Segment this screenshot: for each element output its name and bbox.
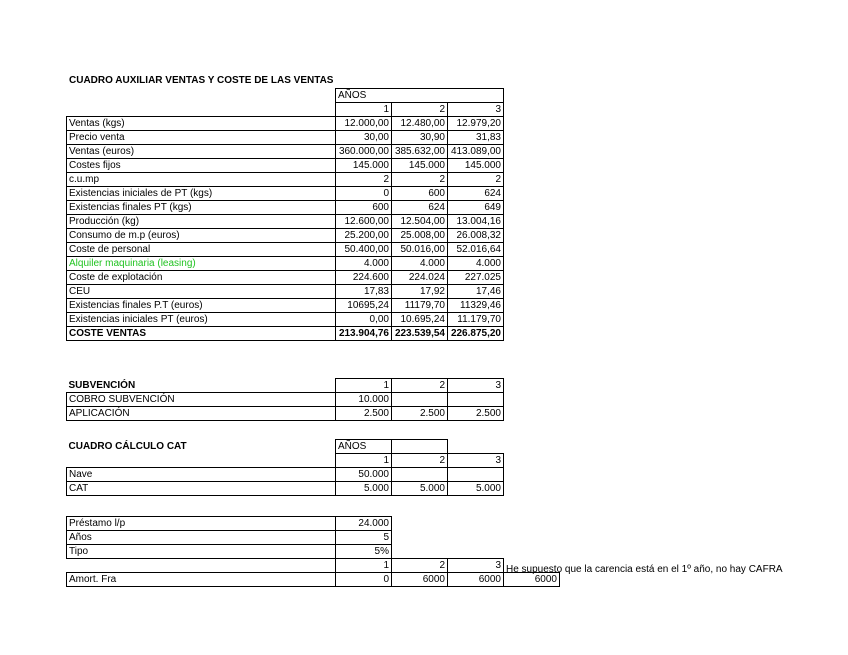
row-label[interactable]: Alquiler maquinaria (leasing) bbox=[67, 257, 336, 271]
value-cell[interactable] bbox=[392, 468, 448, 482]
value-cell[interactable]: 2 bbox=[392, 173, 448, 187]
value-cell[interactable]: 413.089,00 bbox=[448, 145, 504, 159]
table-row bbox=[67, 393, 504, 407]
value-cell[interactable]: 13.004,16 bbox=[448, 215, 504, 229]
value-cell[interactable]: 145.000 bbox=[392, 159, 448, 173]
value-cell[interactable]: 4.000 bbox=[448, 257, 504, 271]
row-label[interactable]: Amort. Fra bbox=[67, 573, 336, 587]
value-cell[interactable]: 226.875,20 bbox=[448, 327, 504, 341]
value-cell[interactable]: 11.179,70 bbox=[448, 313, 504, 327]
value-cell[interactable]: 24.000 bbox=[336, 517, 392, 531]
row-label[interactable]: Coste de personal bbox=[67, 243, 336, 257]
table-row bbox=[67, 313, 504, 327]
carencia-note[interactable]: He supuesto que la carencia está en el 1º año, no hay CAFRA bbox=[506, 564, 783, 575]
year-cell[interactable]: 3 bbox=[448, 559, 504, 573]
row-label[interactable]: COSTE VENTAS bbox=[67, 327, 336, 341]
table-row bbox=[67, 117, 504, 131]
value-cell[interactable]: 17,92 bbox=[392, 285, 448, 299]
prestamo-year-row bbox=[67, 559, 560, 573]
cat-title: CUADRO CÁLCULO CAT bbox=[68, 441, 187, 452]
table-row bbox=[67, 131, 504, 145]
row-label[interactable]: Costes fijos bbox=[67, 159, 336, 173]
value-cell[interactable]: 5.000 bbox=[448, 482, 504, 496]
table-row bbox=[67, 145, 504, 159]
row-label[interactable]: Nave bbox=[67, 468, 336, 482]
row-label[interactable]: CAT bbox=[67, 482, 336, 496]
value-cell[interactable]: 0,00 bbox=[336, 313, 392, 327]
row-label[interactable]: Consumo de m.p (euros) bbox=[67, 229, 336, 243]
row-label[interactable]: CEU bbox=[67, 285, 336, 299]
row-label[interactable]: Coste de explotación bbox=[67, 271, 336, 285]
value-cell[interactable]: 11179,70 bbox=[392, 299, 448, 313]
table-row bbox=[67, 201, 504, 215]
value-cell[interactable]: 145.000 bbox=[448, 159, 504, 173]
row-label[interactable]: APLICACIÓN bbox=[67, 407, 336, 421]
value-cell[interactable]: 12.600,00 bbox=[336, 215, 392, 229]
row-label[interactable]: Préstamo l/p bbox=[67, 517, 336, 531]
table-row bbox=[67, 257, 504, 271]
value-cell[interactable]: 12.504,00 bbox=[392, 215, 448, 229]
year-cell[interactable]: 2 bbox=[392, 379, 448, 393]
value-cell[interactable]: 26.008,32 bbox=[448, 229, 504, 243]
row-label[interactable]: Existencias iniciales de PT (kgs) bbox=[67, 187, 336, 201]
table-row-total bbox=[67, 327, 504, 341]
table-row bbox=[67, 573, 560, 587]
value-cell[interactable]: 50.016,00 bbox=[392, 243, 448, 257]
value-cell[interactable]: 50.000 bbox=[336, 468, 392, 482]
value-cell[interactable]: 10.695,24 bbox=[392, 313, 448, 327]
year-cell[interactable]: 1 bbox=[336, 379, 392, 393]
year-cell[interactable]: 3 bbox=[448, 103, 504, 117]
value-cell[interactable]: 6000 bbox=[504, 573, 560, 587]
value-cell[interactable]: 30,00 bbox=[336, 131, 392, 145]
table-row bbox=[67, 215, 504, 229]
value-cell[interactable]: 213.904,76 bbox=[336, 327, 392, 341]
value-cell[interactable]: 5.000 bbox=[392, 482, 448, 496]
value-cell[interactable] bbox=[448, 393, 504, 407]
value-cell[interactable]: 12.000,00 bbox=[336, 117, 392, 131]
value-cell[interactable]: 17,46 bbox=[448, 285, 504, 299]
value-cell[interactable]: 224.024 bbox=[392, 271, 448, 285]
year-cell[interactable]: 2 bbox=[392, 454, 448, 468]
value-cell[interactable]: 2.500 bbox=[448, 407, 504, 421]
year-cell[interactable]: 2 bbox=[392, 103, 448, 117]
year-cell[interactable]: 3 bbox=[448, 454, 504, 468]
cat-table bbox=[66, 439, 504, 496]
value-cell[interactable]: 10695,24 bbox=[336, 299, 392, 313]
value-cell[interactable] bbox=[392, 393, 448, 407]
prestamo-table bbox=[66, 516, 560, 587]
value-cell[interactable]: 5% bbox=[336, 545, 392, 559]
value-cell[interactable]: 227.025 bbox=[448, 271, 504, 285]
table-row bbox=[67, 243, 504, 257]
table-row bbox=[67, 407, 504, 421]
table-row bbox=[67, 187, 504, 201]
table-row bbox=[67, 271, 504, 285]
value-cell[interactable]: 649 bbox=[448, 201, 504, 215]
value-cell[interactable]: 17,83 bbox=[336, 285, 392, 299]
value-cell[interactable]: 2.500 bbox=[336, 407, 392, 421]
value-cell[interactable]: 2.500 bbox=[392, 407, 448, 421]
year-cell[interactable]: 3 bbox=[448, 379, 504, 393]
table-row bbox=[67, 482, 504, 496]
row-label[interactable]: Precio venta bbox=[67, 131, 336, 145]
row-label[interactable]: Tipo bbox=[67, 545, 336, 559]
value-cell[interactable]: 30,90 bbox=[392, 131, 448, 145]
value-cell[interactable]: 10.000 bbox=[336, 393, 392, 407]
value-cell[interactable]: 4.000 bbox=[336, 257, 392, 271]
value-cell[interactable]: 4.000 bbox=[392, 257, 448, 271]
value-cell[interactable]: 385.632,00 bbox=[392, 145, 448, 159]
value-cell[interactable]: 624 bbox=[392, 201, 448, 215]
row-label[interactable]: Ventas (kgs) bbox=[67, 117, 336, 131]
table-row bbox=[67, 531, 560, 545]
year-cell[interactable]: 1 bbox=[336, 559, 392, 573]
value-cell[interactable]: 360.000,00 bbox=[336, 145, 392, 159]
row-label[interactable]: Años bbox=[67, 531, 336, 545]
value-cell[interactable]: 11329,46 bbox=[448, 299, 504, 313]
cat-anos-row bbox=[67, 440, 504, 454]
value-cell[interactable]: 6000 bbox=[392, 573, 448, 587]
value-cell[interactable]: 5 bbox=[336, 531, 392, 545]
year-cell[interactable]: 2 bbox=[392, 559, 448, 573]
table-row bbox=[67, 229, 504, 243]
row-label[interactable]: COBRO SUBVENCIÓN bbox=[67, 393, 336, 407]
anos-header: AÑOS bbox=[336, 440, 392, 454]
value-cell[interactable]: 31,83 bbox=[448, 131, 504, 145]
table-row bbox=[67, 299, 504, 313]
subvencion-table bbox=[66, 378, 504, 421]
table-row bbox=[67, 159, 504, 173]
value-cell[interactable]: 52.016,64 bbox=[448, 243, 504, 257]
ventas-title: CUADRO AUXILIAR VENTAS Y COSTE DE LAS VENTAS bbox=[69, 75, 334, 86]
cat-year-row bbox=[67, 454, 504, 468]
value-cell[interactable]: 0 bbox=[336, 187, 392, 201]
table-row bbox=[67, 545, 560, 559]
value-cell[interactable]: 145.000 bbox=[336, 159, 392, 173]
ventas-year-row bbox=[67, 103, 504, 117]
row-label[interactable]: Existencias finales P.T (euros) bbox=[67, 299, 336, 313]
value-cell[interactable]: 224.600 bbox=[336, 271, 392, 285]
value-cell[interactable]: 223.539,54 bbox=[392, 327, 448, 341]
value-cell[interactable]: 2 bbox=[448, 173, 504, 187]
value-cell[interactable]: 5.000 bbox=[336, 482, 392, 496]
value-cell[interactable] bbox=[448, 468, 504, 482]
anos-header: AÑOS bbox=[336, 89, 392, 103]
ventas-table bbox=[66, 88, 504, 341]
year-cell[interactable]: 1 bbox=[336, 454, 392, 468]
row-label[interactable]: Ventas (euros) bbox=[67, 145, 336, 159]
value-cell[interactable]: 6000 bbox=[448, 573, 504, 587]
subvencion-title: SUBVENCIÓN bbox=[68, 379, 136, 391]
year-cell[interactable]: 1 bbox=[336, 103, 392, 117]
table-row bbox=[67, 285, 504, 299]
ventas-anos-row bbox=[67, 89, 504, 103]
value-cell[interactable]: 2 bbox=[336, 173, 392, 187]
value-cell[interactable]: 12.979,20 bbox=[448, 117, 504, 131]
row-label[interactable]: c.u.mp bbox=[67, 173, 336, 187]
row-label[interactable]: Existencias iniciales PT (euros) bbox=[67, 313, 336, 327]
value-cell[interactable]: 25.200,00 bbox=[336, 229, 392, 243]
value-cell[interactable]: 50.400,00 bbox=[336, 243, 392, 257]
value-cell[interactable]: 600 bbox=[336, 201, 392, 215]
value-cell[interactable]: 25.008,00 bbox=[392, 229, 448, 243]
row-label[interactable]: Existencias finales PT (kgs) bbox=[67, 201, 336, 215]
value-cell[interactable]: 12.480,00 bbox=[392, 117, 448, 131]
table-row bbox=[67, 173, 504, 187]
value-cell[interactable]: 600 bbox=[392, 187, 448, 201]
table-row bbox=[67, 517, 560, 531]
value-cell[interactable]: 624 bbox=[448, 187, 504, 201]
subvencion-header-row bbox=[67, 379, 504, 393]
row-label[interactable]: Producción (kg) bbox=[67, 215, 336, 229]
value-cell[interactable]: 0 bbox=[336, 573, 392, 587]
table-row bbox=[67, 468, 504, 482]
